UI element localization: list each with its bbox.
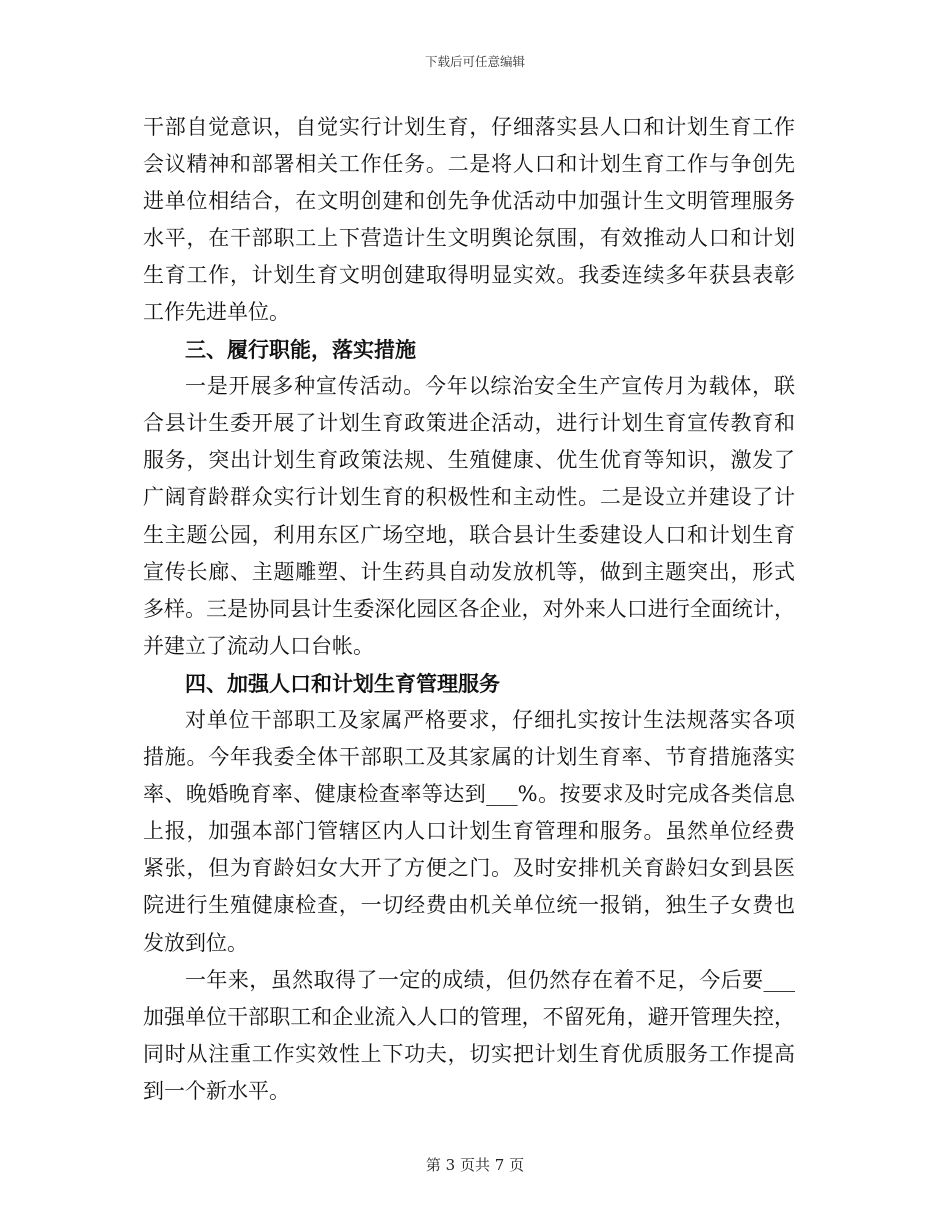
text-line: 生主题公园，利用东区广场空地，联合县计生委建设人口和计划生育 — [143, 522, 795, 547]
text-line: 对单位干部职工及家属严格要求，仔细扎实按计生法规落实各项 — [185, 708, 795, 732]
paragraph — [143, 368, 795, 665]
text-line: 到一个新水平。 — [143, 1078, 290, 1103]
text-line: 并建立了流动人口台帐。 — [143, 633, 374, 658]
text-line: 发放到位。 — [143, 930, 248, 955]
text-line: 紧张，但为育龄妇女大开了方便之门。及时安排机关育龄妇女到县医 — [143, 856, 795, 881]
section-heading-4 — [143, 665, 795, 702]
text-line: 院进行生殖健康检查，一切经费由机关单位统一报销，独生子女费也 — [143, 893, 795, 918]
text-line: 水平，在干部职工上下营造计生文明舆论氛围，有效推动人口和计划 — [143, 225, 795, 250]
text-line: 合县计生委开展了计划生育政策进企活动，进行计划生育宣传教育和 — [143, 411, 795, 436]
document-body — [143, 109, 795, 1111]
text-line: 干部自觉意识，自觉实行计划生育，仔细落实县人口和计划生育工作 — [143, 114, 795, 139]
text-line: 一年来，虽然取得了一定的成绩，但仍然存在着不足，今后要___ — [185, 967, 795, 992]
text-line: 同时从注重工作实效性上下功夫，切实把计划生育优质服务工作提高 — [143, 1041, 795, 1066]
paragraph-continued — [143, 109, 795, 332]
text-line: 广阔育龄群众实行计划生育的积极性和主动性。二是设立并建设了计 — [143, 485, 795, 510]
heading-text: 三、履行职能，落实措施 — [185, 337, 416, 363]
text-line: 上报，加强本部门管辖区内人口计划生育管理和服务。虽然单位经费 — [143, 819, 795, 844]
paragraph — [143, 702, 795, 962]
text-line: 宣传长廊、主题雕塑、计生药具自动发放机等，做到主题突出，形式 — [143, 559, 795, 584]
text-line: 多样。三是协同县计生委深化园区各企业，对外来人口进行全面统计， — [143, 596, 795, 621]
text-line: 措施。今年我委全体干部职工及其家属的计划生育率、节育措施落实 — [143, 745, 795, 770]
text-line: 工作先进单位。 — [143, 299, 290, 324]
text-line: 一是开展多种宣传活动。今年以综治安全生产宣传月为载体，联 — [185, 374, 795, 399]
heading-text: 四、加强人口和计划生育管理服务 — [185, 670, 500, 696]
text-line: 生育工作，计划生育文明创建取得明显实效。我委连续多年获县表彰 — [143, 262, 795, 287]
text-line: 进单位相结合，在文明创建和创先争优活动中加强计生文明管理服务 — [143, 188, 795, 213]
paragraph — [143, 962, 795, 1110]
text-line: 加强单位干部职工和企业流入人口的管理，不留死角，避开管理失控， — [143, 1004, 795, 1029]
page-number: 第 3 页共 7 页 — [425, 1156, 525, 1174]
text-line: 服务，突出计划生育政策法规、生殖健康、优生优育等知识，激发了 — [143, 448, 795, 473]
section-heading-3 — [143, 331, 795, 368]
text-line: 会议精神和部署相关工作任务。二是将人口和计划生育工作与争创先 — [143, 151, 795, 176]
page-header: 下载后可任意编辑 — [424, 54, 525, 69]
text-line: 率、晚婚晚育率、健康检查率等达到___%。按要求及时完成各类信息 — [143, 782, 795, 807]
